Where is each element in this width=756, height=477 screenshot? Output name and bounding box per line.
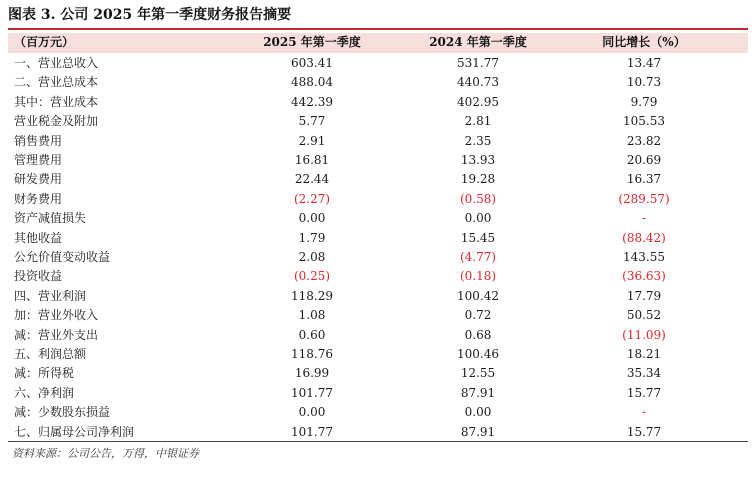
value-yoy: 16.37 — [626, 172, 662, 187]
value-yoy: - — [641, 211, 647, 226]
value-2025q1: 0.60 — [298, 327, 326, 342]
value-2025q1: 101.77 — [291, 385, 333, 400]
value-2024q1: 100.42 — [457, 288, 499, 303]
value-2025q1: 0.00 — [298, 405, 326, 420]
value-2024q1: 0.68 — [464, 327, 492, 342]
table-row — [8, 364, 748, 383]
row-label: 研发费用 — [14, 172, 63, 187]
table-bottom-rule — [8, 441, 748, 442]
row-label: 投资收益 — [14, 269, 63, 284]
value-2024q1: 0.72 — [464, 308, 492, 323]
row-label: 四、营业利润 — [14, 288, 87, 303]
value-2024q1: 100.46 — [457, 347, 499, 361]
value-2025q1: 0.00 — [298, 211, 326, 226]
table-row — [8, 93, 748, 112]
header-yoy: 同比增长（%） — [602, 35, 686, 49]
value-2024q1: 2.81 — [464, 114, 492, 129]
table-row — [8, 384, 748, 403]
row-label: 六、净利润 — [14, 385, 75, 400]
value-2025q1: 1.08 — [298, 308, 326, 323]
value-2025q1: 442.39 — [291, 94, 333, 109]
value-2025q1: 101.77 — [291, 424, 333, 439]
value-2024q1: (0.18) — [459, 269, 497, 284]
value-2025q1: 22.44 — [294, 172, 330, 187]
value-2024q1: 402.95 — [457, 94, 499, 109]
value-yoy: 23.82 — [626, 133, 662, 148]
value-yoy: (36.63) — [622, 269, 666, 284]
value-2024q1: 12.55 — [460, 366, 496, 381]
value-yoy: 15.77 — [626, 424, 662, 439]
row-label: 销售费用 — [14, 133, 63, 148]
table-row — [8, 403, 748, 422]
table-row — [8, 229, 748, 248]
value-yoy: 18.21 — [626, 347, 662, 361]
value-2024q1: 13.93 — [460, 153, 496, 167]
value-2025q1: 1.79 — [298, 230, 326, 245]
table-row — [8, 151, 748, 170]
value-yoy: 35.34 — [626, 366, 662, 381]
value-2024q1: 87.91 — [460, 385, 496, 400]
value-yoy: 10.73 — [626, 75, 662, 90]
row-label: 资产减值损失 — [14, 211, 87, 226]
value-yoy: 50.52 — [626, 308, 662, 323]
source-note: 资料来源：公司公告，万得，中银证券 — [12, 447, 199, 460]
table-row — [8, 209, 748, 228]
value-yoy: 17.79 — [626, 288, 662, 303]
value-yoy: 9.79 — [630, 94, 658, 109]
value-yoy: (88.42) — [622, 230, 666, 245]
table-row — [8, 423, 748, 442]
value-yoy: 20.69 — [626, 153, 662, 167]
value-2024q1: 2.35 — [464, 133, 492, 148]
row-label: 财务费用 — [14, 191, 63, 206]
value-yoy: (11.09) — [622, 327, 666, 342]
table-row — [8, 54, 748, 73]
value-2025q1: 2.08 — [298, 250, 326, 264]
value-yoy: 13.47 — [626, 56, 662, 70]
row-label: 减：营业外支出 — [14, 327, 99, 342]
row-label: 减：少数股东损益 — [14, 405, 111, 420]
value-2025q1: 603.41 — [291, 56, 333, 70]
table-title: 图表 3. 公司 2025 年第一季度财务报告摘要 — [8, 7, 292, 23]
row-label: 七、归属母公司净利润 — [14, 424, 135, 439]
value-2025q1: (2.27) — [293, 191, 331, 206]
table-row — [8, 190, 748, 209]
header-2025q1: 2025 年第一季度 — [263, 35, 361, 49]
row-label: 其中：营业成本 — [14, 94, 99, 109]
value-2025q1: 16.81 — [294, 153, 330, 167]
value-yoy: 143.55 — [623, 250, 665, 264]
value-2024q1: (4.77) — [459, 250, 497, 264]
row-label: 管理费用 — [14, 153, 63, 167]
value-yoy: 105.53 — [623, 114, 665, 129]
value-2024q1: (0.58) — [459, 191, 497, 206]
value-2024q1: 531.77 — [457, 56, 499, 70]
row-label: 五、利润总额 — [14, 347, 87, 361]
value-2024q1: 0.00 — [464, 211, 492, 226]
value-2024q1: 19.28 — [460, 172, 496, 187]
table-header-row — [8, 33, 748, 53]
table-row — [8, 345, 748, 364]
table-row — [8, 287, 748, 306]
row-label: 减：所得税 — [14, 366, 75, 381]
value-2025q1: 118.76 — [291, 347, 333, 361]
row-label: 一、营业总收入 — [14, 56, 99, 70]
table-row — [8, 112, 748, 131]
value-yoy: - — [641, 405, 647, 420]
value-2024q1: 15.45 — [460, 230, 496, 245]
row-label: 二、营业总成本 — [14, 75, 99, 90]
table-row — [8, 267, 748, 286]
table-row — [8, 306, 748, 325]
header-unit: （百万元） — [14, 35, 75, 49]
table-row — [8, 170, 748, 189]
value-2024q1: 0.00 — [464, 405, 492, 420]
table-row — [8, 248, 748, 267]
title-divider — [8, 28, 748, 30]
row-label: 加：营业外收入 — [14, 308, 99, 323]
row-label: 营业税金及附加 — [14, 114, 99, 129]
value-yoy: (289.57) — [618, 191, 670, 206]
table-row — [8, 326, 748, 345]
value-2024q1: 87.91 — [460, 424, 496, 439]
row-label: 公允价值变动收益 — [14, 250, 111, 264]
value-2024q1: 440.73 — [457, 75, 499, 90]
value-2025q1: (0.25) — [293, 269, 331, 284]
value-2025q1: 118.29 — [291, 288, 333, 303]
value-2025q1: 488.04 — [291, 75, 333, 90]
table-row — [8, 73, 748, 92]
value-2025q1: 16.99 — [294, 366, 330, 381]
value-2025q1: 2.91 — [298, 133, 326, 148]
value-2025q1: 5.77 — [298, 114, 326, 129]
row-label: 其他收益 — [14, 230, 63, 245]
value-yoy: 15.77 — [626, 385, 662, 400]
header-2024q1: 2024 年第一季度 — [429, 35, 527, 49]
table-row — [8, 132, 748, 151]
